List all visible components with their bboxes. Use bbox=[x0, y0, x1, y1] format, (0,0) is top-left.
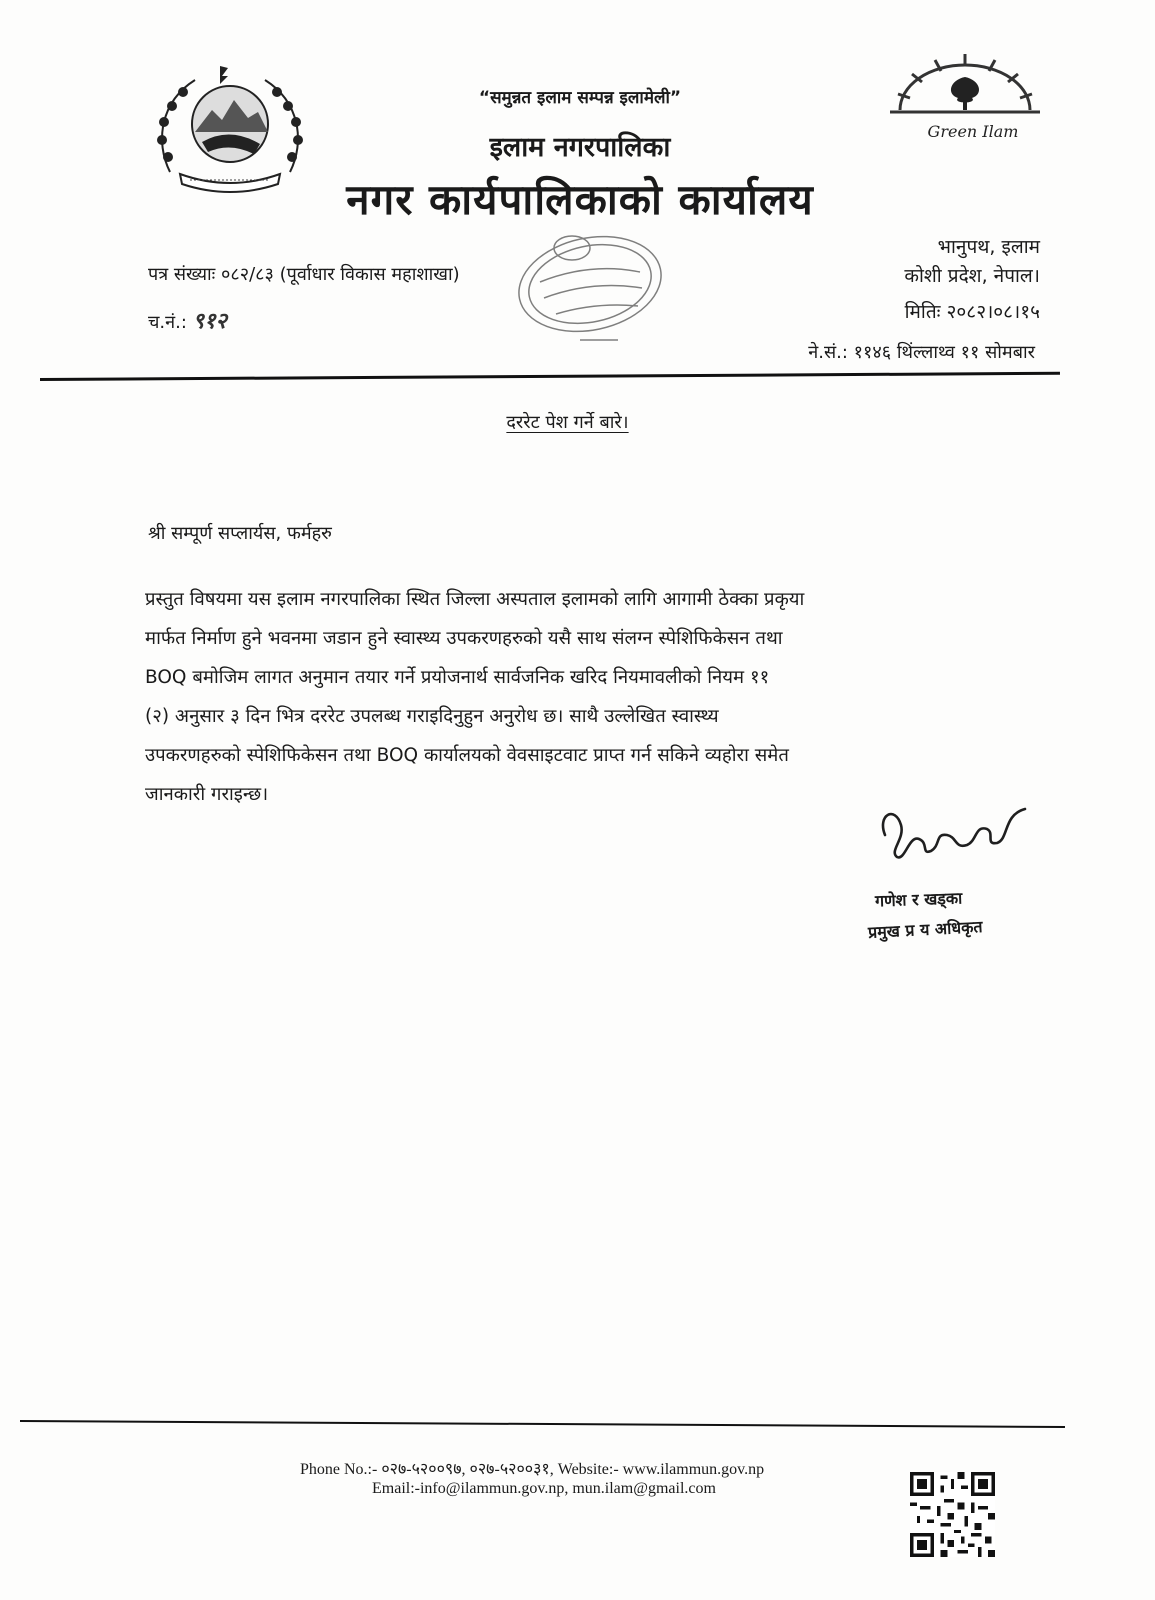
body-line: BOQ बमोजिम लागत अनुमान तयार गर्ने प्रयोजनार्थ सार्वजनिक खरिद नियमावलीको नियम ११ bbox=[145, 667, 770, 688]
address-line-2: कोशी प्रदेश, नेपाल। bbox=[904, 265, 1040, 287]
dispatch-label: च.नं.: bbox=[148, 312, 193, 333]
logo-text: Green Ilam bbox=[927, 122, 1019, 141]
dispatch-number bbox=[148, 305, 227, 335]
body-line: (२) अनुसार ३ दिन भित्र दररेट उपलब्ध गराइदिनुहुन अनुरोध छ। साथै उल्लेखित स्वास्थ्य bbox=[145, 706, 719, 727]
motto: “समुन्नत इलाम सम्पन्न इलामेली” bbox=[478, 88, 682, 108]
tree-sun-icon bbox=[880, 52, 1050, 122]
letter-reference-number: पत्र संख्याः ०८२/८३ (पूर्वाधार विकास महाशाखा) bbox=[148, 264, 460, 285]
body-line: उपकरणहरुको स्पेशिफिकेसन तथा BOQ कार्यालयको वेवसाइटवाट प्राप्त गर्न सकिने व्यहोरा समेत bbox=[145, 745, 789, 766]
footer-email: Email:-info@ilammun.gov.np, mun.ilam@gmail.com bbox=[372, 1480, 716, 1497]
footer-contact: Phone No.:- ०२७-५२००९७, ०२७-५२००३१, Website:- www.ilammun.gov.np bbox=[300, 1461, 765, 1478]
qr-code-icon bbox=[910, 1472, 995, 1557]
letter-body bbox=[145, 580, 1025, 814]
signatory-name: गणेश र खड्का bbox=[874, 888, 963, 911]
nepal-samvat-date: ने.सं.: ११४६ थिंल्लाथ्व ११ सोमबार bbox=[808, 342, 1035, 363]
office-stamp bbox=[500, 222, 690, 362]
green-ilam-logo bbox=[880, 52, 1050, 152]
office-title: नगर कार्यपालिकाको कार्यालय bbox=[346, 175, 814, 224]
address-line-1: भानुपथ, इलाम bbox=[937, 236, 1040, 258]
body-line: प्रस्तुत विषयमा यस इलाम नगरपालिका स्थित जिल्ला अस्पताल इलामको लागि आगामी ठेक्का प्रकृया bbox=[145, 589, 805, 610]
footer-divider bbox=[20, 1420, 1065, 1428]
dispatch-number-value: ९१२ bbox=[192, 308, 227, 334]
signatory-title: प्रमुख प्र य अधिकृत bbox=[867, 917, 983, 942]
subject-text: दररेट पेश गर्ने बारे। bbox=[506, 412, 629, 433]
municipality-name: इलाम नगरपालिका bbox=[489, 132, 671, 163]
body-line: मार्फत निर्माण हुने भवनमा जडान हुने स्वास्थ्य उपकरणहरुको यसै साथ संलग्न स्पेशिफिकेसन तथा bbox=[145, 628, 783, 649]
header-divider bbox=[40, 372, 1060, 381]
letter-subject bbox=[0, 410, 1135, 434]
recipient: श्री सम्पूर्ण सप्लार्यस, फर्महरु bbox=[148, 523, 332, 544]
signature bbox=[875, 795, 1035, 865]
body-line: जानकारी गराइन्छ। bbox=[145, 784, 269, 805]
letter-date: मितिः २०८२।०८।१५ bbox=[904, 301, 1040, 323]
